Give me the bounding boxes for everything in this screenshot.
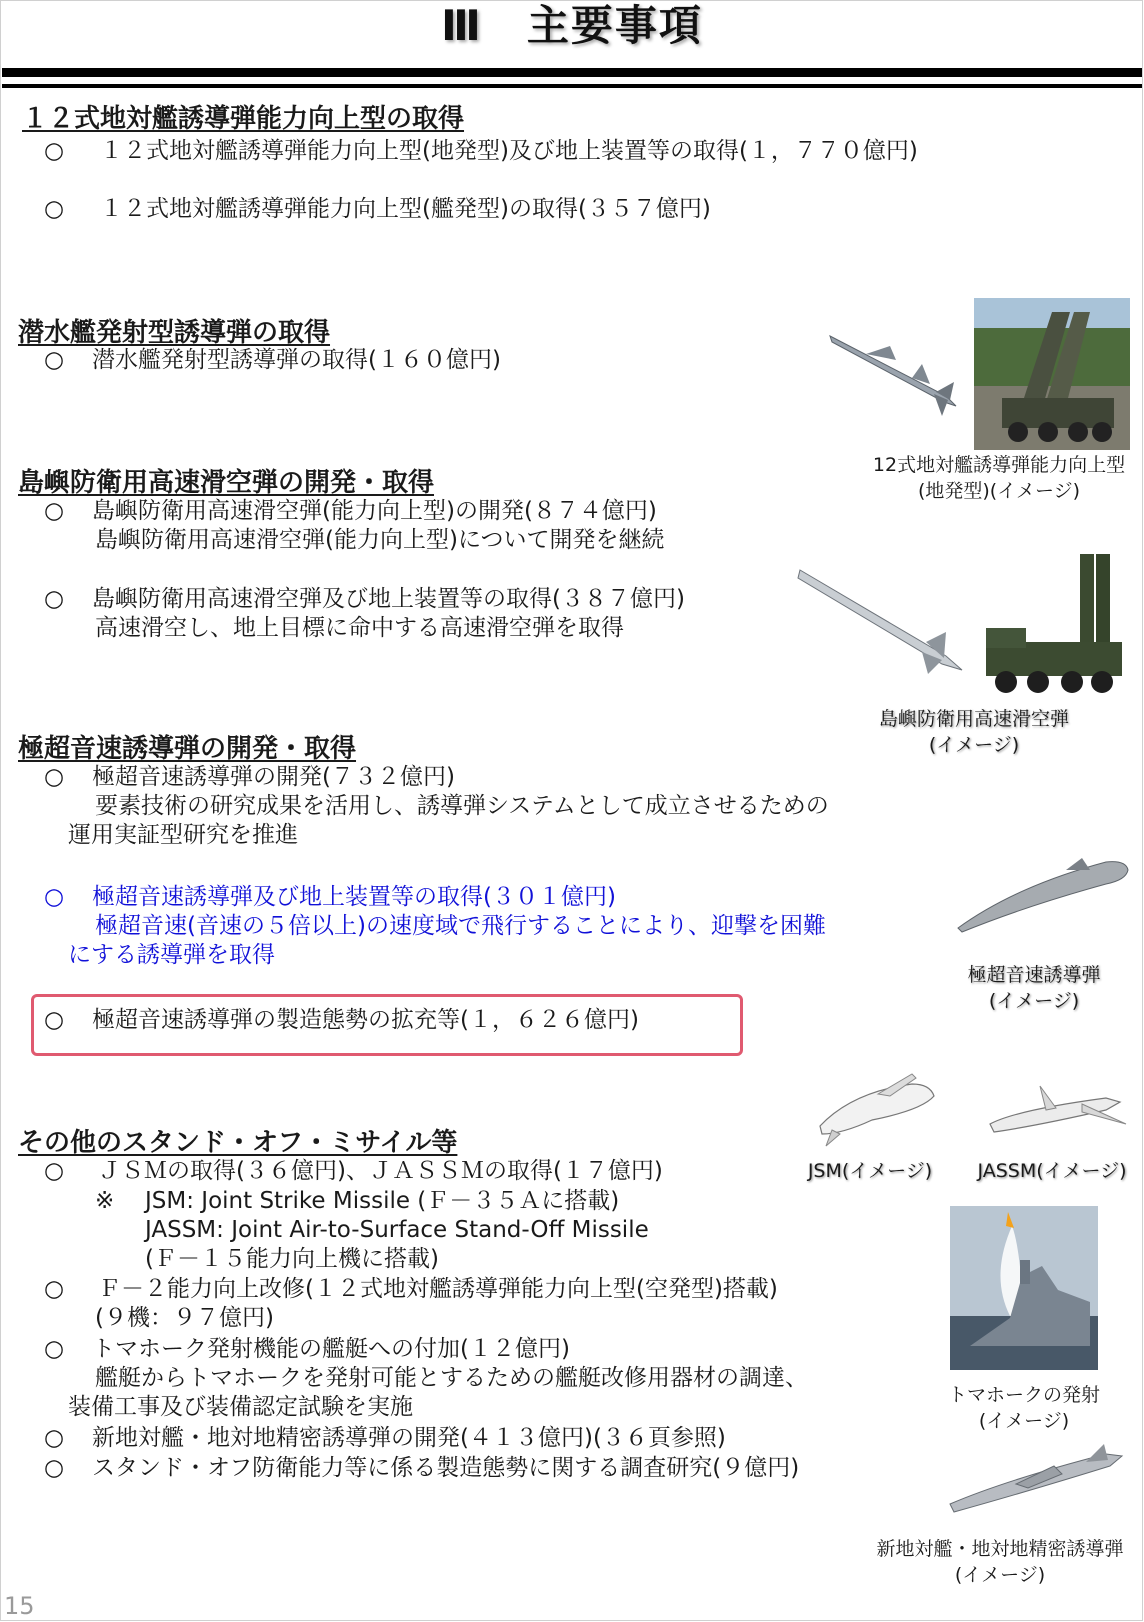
item-description: 装備工事及び装備認定試験を実施 — [68, 1394, 413, 1420]
list-item: ○ 島嶼防衛用高速滑空弾及び地上装置等の取得(３８７億円) — [44, 586, 685, 612]
item-description: 島嶼防衛用高速滑空弾(能力向上型)について開発を継続 — [95, 527, 665, 553]
list-item: ○ １２式地対艦誘導弾能力向上型(艦発型)の取得(３５７億円) — [44, 196, 711, 222]
section-heading-submarine: 潜水艦発射型誘導弾の取得 — [18, 318, 331, 348]
caption-hypersonic: 極超音速誘導弾 (イメージ) — [967, 964, 1101, 1012]
list-item: ○ Ｆ－２能力向上改修(１２式地対艦誘導弾能力向上型(空発型)搭載) — [44, 1276, 778, 1302]
caption-glide: 島嶼防衛用高速滑空弾 (イメージ) — [878, 708, 1069, 756]
section-heading-hypersonic: 極超音速誘導弾の開発・取得 — [18, 734, 357, 764]
jassm-missile-image — [986, 1080, 1128, 1152]
glide-launcher-truck-image — [976, 550, 1128, 700]
list-item: ○ ＪＳＭの取得(３６億円)、ＪＡＳＳＭの取得(１７億円) — [44, 1158, 663, 1184]
item-description: 高速滑空し、地上目標に命中する高速滑空弾を取得 — [95, 615, 624, 641]
list-item: ○ 島嶼防衛用高速滑空弾(能力向上型)の開発(８７４億円) — [44, 498, 657, 524]
launcher-truck-photo — [974, 298, 1130, 450]
list-item: ○ トマホーク発射機能の艦艇への付加(１２億円) — [44, 1336, 570, 1362]
list-item-highlighted: ○ 極超音速誘導弾及び地上装置等の取得(３０１億円) — [44, 884, 616, 910]
note-line: JASSM: Joint Air-to-Surface Stand-Off Missile — [145, 1217, 649, 1243]
jsm-missile-image — [812, 1070, 940, 1150]
list-item: ○ 極超音速誘導弾の開発(７３２億円) — [44, 764, 455, 790]
hypersonic-missile-image — [956, 856, 1132, 936]
list-item: ○ 新地対艦・地対地精密誘導弾の開発(４１３億円)(３６頁参照) — [44, 1425, 726, 1451]
list-item: ○ スタンド・オフ防衛能力等に係る製造態勢に関する調査研究(９億円) — [44, 1455, 800, 1481]
note-line: JSM: Joint Strike Missile (Ｆ－３５Ａに搭載) — [145, 1188, 620, 1214]
caption-tomahawk: トマホークの発射 (イメージ) — [947, 1384, 1100, 1432]
note-line: (Ｆ－１５能力向上機に搭載) — [145, 1246, 439, 1272]
list-item: ○ 潜水艦発射型誘導弾の取得(１６０億円) — [44, 347, 501, 373]
item-description: 要素技術の研究成果を活用し、誘導弾システムとして成立させるための — [95, 793, 829, 819]
item-description: 極超音速(音速の５倍以上)の速度域で飛行することにより、迎撃を困難 — [95, 913, 826, 939]
page-title: Ⅲ 主要事項 — [441, 1, 703, 50]
caption-new-missile: 新地対艦・地対地精密誘導弾 (イメージ) — [876, 1538, 1124, 1586]
item-description: (９機：９７億円) — [95, 1305, 274, 1331]
tomahawk-launch-photo — [950, 1206, 1098, 1370]
caption-jsm: JSM(イメージ) — [807, 1160, 933, 1182]
type12-missile-image — [826, 330, 962, 420]
list-item: ○ １２式地対艦誘導弾能力向上型(地発型)及び地上装置等の取得(１，７７０億円) — [44, 138, 918, 164]
list-item: ○ 極超音速誘導弾の製造態勢の拡充等(１，６２６億円) — [44, 1007, 639, 1033]
note-mark: ※ — [95, 1188, 115, 1214]
section-heading-glide: 島嶼防衛用高速滑空弾の開発・取得 — [18, 468, 435, 498]
bullet: ○ — [44, 138, 65, 164]
glide-missile-image — [796, 566, 966, 678]
section-heading-other: その他のスタンド・オフ・ミサイル等 — [18, 1128, 458, 1158]
new-missile-image — [946, 1440, 1126, 1516]
caption-type12: 12式地対艦誘導弾能力向上型 (地発型)(イメージ) — [872, 454, 1126, 502]
item-description: 運用実証型研究を推進 — [68, 822, 298, 848]
item-description: 艦艇からトマホークを発射可能とするための艦艇改修用器材の調達、 — [95, 1365, 808, 1391]
caption-jassm: JASSM(イメージ) — [977, 1160, 1127, 1182]
title-rule-thin — [2, 84, 1142, 88]
title-rule-thick — [2, 68, 1142, 77]
page-number: 15 — [4, 1592, 35, 1620]
section-heading-type12: １２式地対艦誘導弾能力向上型の取得 — [22, 104, 465, 134]
item-description: にする誘導弾を取得 — [68, 942, 275, 968]
